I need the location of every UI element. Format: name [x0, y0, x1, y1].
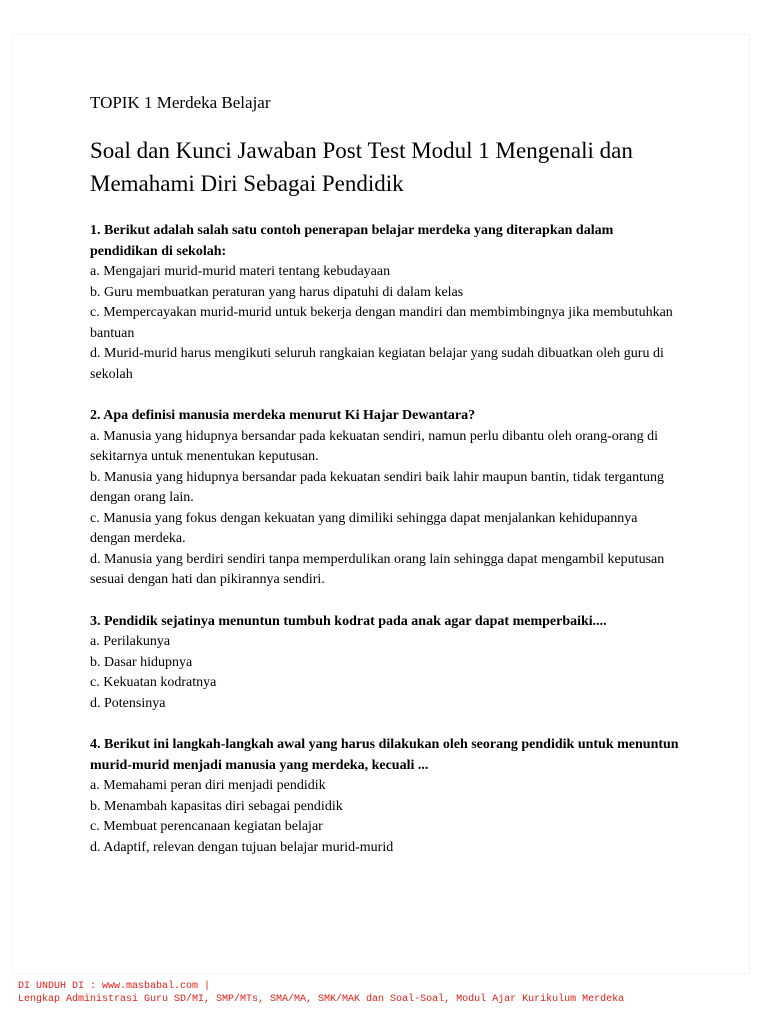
question-text: 3. Pendidik sejatinya menuntun tumbuh kodrat pada anak agar dapat memperbaiki....: [90, 613, 607, 629]
answer-option: b. Manusia yang hidupnya bersandar pada kekuatan sendiri baik lahir maupun bantin, tidak tergantung dengan orang lain.: [90, 469, 664, 505]
question-list: [90, 221, 680, 858]
answer-option: d. Adaptif, relevan dengan tujuan belajar murid-murid: [90, 839, 394, 855]
answer-option: b. Menambah kapasitas diri sebagai pendidik: [90, 798, 343, 814]
answer-option: a. Manusia yang hidupnya bersandar pada kekuatan sendiri, namun perlu dibantu oleh orang-orang di sekitarnya untuk menentukan keputusan.: [90, 428, 658, 464]
document-body: [90, 92, 680, 879]
answer-option: b. Guru membuatkan peraturan yang harus dipatuhi di dalam kelas: [90, 284, 464, 300]
question-text: 4. Berikut ini langkah-langkah awal yang harus dilakukan oleh seorang pendidik untuk menuntun murid-murid menjadi manusia yang merdeka, kecuali ...: [90, 737, 679, 773]
download-footer: [18, 981, 624, 1006]
question-3: [90, 612, 680, 715]
answer-option: a. Perilakunya: [90, 634, 171, 649]
answer-option: b. Dasar hidupnya: [90, 654, 193, 670]
answer-option: d. Manusia yang berdiri sendiri tanpa memperdulikan orang lain sehingga dapat mengambil keputusan sesuai dengan hati dan pikirannya sendiri.: [90, 551, 665, 587]
topic-heading: TOPIK 1 Merdeka Belajar: [90, 93, 271, 112]
question-2: [90, 406, 680, 591]
footer-source-line[interactable]: DI UNDUH DI : www.masbabal.com |: [18, 981, 211, 992]
answer-option: c. Kekuatan kodratnya: [90, 675, 217, 690]
answer-option: c. Membuat perencanaan kegiatan belajar: [90, 819, 323, 834]
answer-option: c. Manusia yang fokus dengan kekuatan yang dimiliki sehingga dapat menjalankan kehidupannya dengan merdeka.: [90, 510, 638, 546]
question-1: [90, 221, 680, 385]
question-4: [90, 735, 680, 858]
question-text: 2. Apa definisi manusia merdeka menurut Ki Hajar Dewantara?: [90, 408, 476, 423]
answer-option: a. Memahami peran diri menjadi pendidik: [90, 778, 326, 793]
answer-option: d. Potensinya: [90, 695, 166, 711]
answer-option: a. Mengajari murid-murid materi tentang kebudayaan: [90, 264, 391, 279]
document-title: Soal dan Kunci Jawaban Post Test Modul 1 Mengenali dan Memahami Diri Sebagai Pendidik: [90, 138, 633, 196]
answer-option: d. Murid-murid harus mengikuti seluruh rangkaian kegiatan belajar yang sudah dibuatkan oleh guru di sekolah: [90, 346, 664, 382]
footer-description-line: Lengkap Administrasi Guru SD/MI, SMP/MTs, SMA/MA, SMK/MAK dan Soal-Soal, Modul Ajar Kurikulum Merdeka: [18, 993, 625, 1005]
question-text: 1. Berikut adalah salah satu contoh penerapan belajar merdeka yang diterapkan dalam pendidikan di sekolah:: [90, 223, 614, 259]
answer-option: c. Mempercayakan murid-murid untuk bekerja dengan mandiri dan membimbingnya jika membutuhkan bantuan: [90, 305, 673, 341]
